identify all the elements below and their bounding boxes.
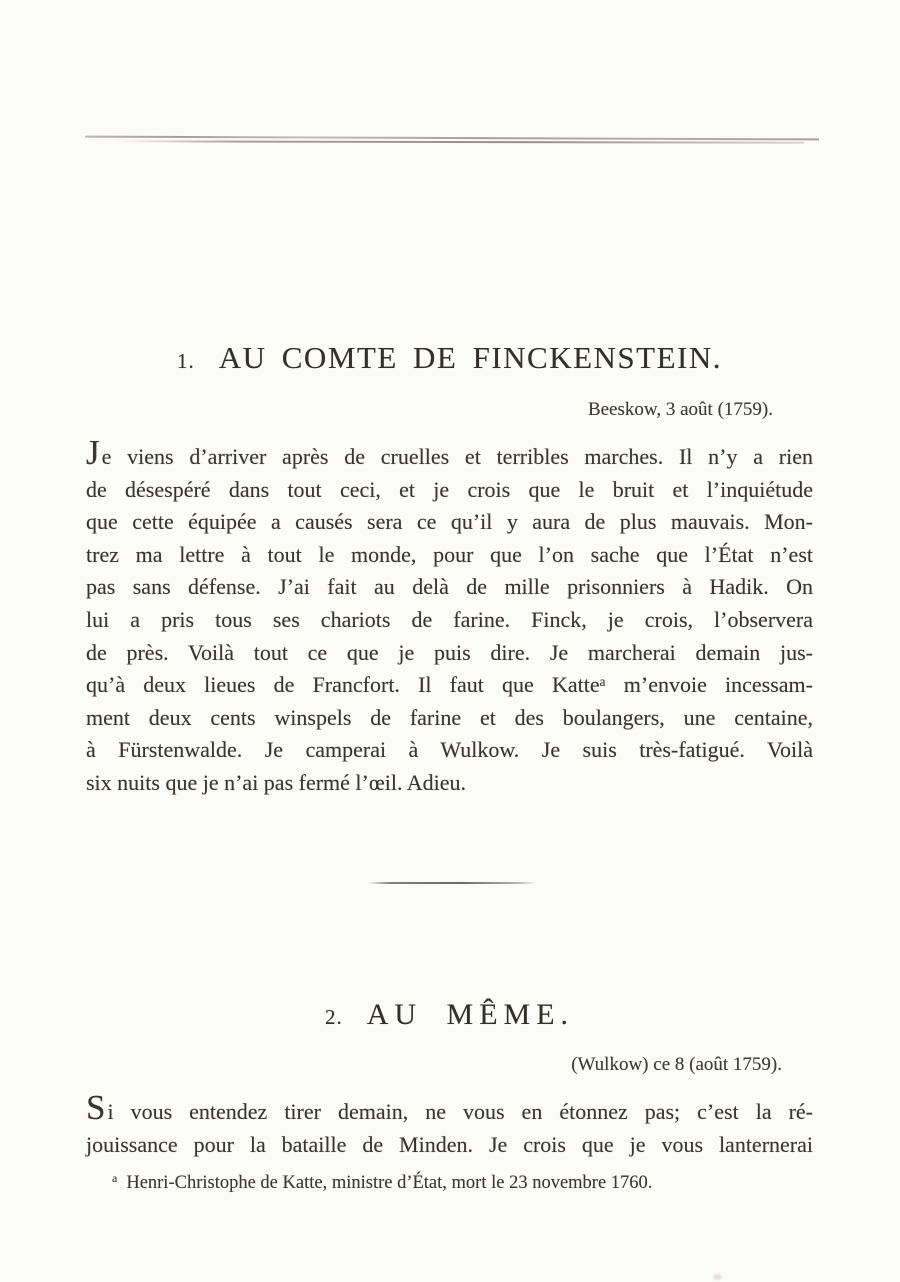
text-line: de désespéré dans tout ceci, et je crois que le bruit et l’inquiétude bbox=[86, 476, 813, 502]
scan-smudge bbox=[713, 1274, 722, 1280]
footnote bbox=[112, 1171, 772, 1194]
text-line: lui a pris tous ses chariots de farine. Finck, je crois, l’observera bbox=[86, 606, 813, 632]
text-line-content: i vous entendez tirer demain, ne vous en étonnez pas; c’est la ré- bbox=[107, 1099, 813, 1124]
drop-initial: S bbox=[86, 1088, 106, 1127]
header-rule-segment bbox=[114, 140, 804, 143]
letter-2-title: AU MÊME. bbox=[366, 998, 575, 1031]
letter-1-title: AU COMTE DE FINCKENSTEIN. bbox=[218, 340, 722, 375]
text-line: pas sans défense. J’ai fait au delà de mille prisonniers à Hadik. On bbox=[86, 574, 813, 600]
text-line: ment deux cents winspels de farine et des boulangers, une centaine, bbox=[86, 704, 813, 730]
header-rule bbox=[85, 134, 819, 146]
letter-1-body bbox=[86, 433, 813, 800]
letter-1-dateline: Beeskow, 3 août (1759). bbox=[587, 399, 773, 420]
drop-initial: J bbox=[86, 433, 100, 472]
text-line: que cette équipée a causés sera ce qu’il y aura de plus mauvais. Mon- bbox=[86, 509, 813, 535]
text-line bbox=[86, 1088, 813, 1128]
footnote-marker: a bbox=[112, 1171, 118, 1185]
letter-1-number: 1. bbox=[176, 349, 195, 373]
letter-2-heading bbox=[86, 992, 813, 1038]
footnote-text: Henri-Christophe de Katte, ministre d’État, mort le 23 novembre 1760. bbox=[126, 1173, 653, 1193]
text-line bbox=[86, 433, 813, 474]
text-line: trez ma lettre à tout le monde, pour que l’on sache que l’État n’est bbox=[86, 541, 813, 567]
text-line: six nuits que je n’ai pas fermé l’œil. Adieu. bbox=[86, 769, 467, 795]
text-line-content: e viens d’arriver après de cruelles et terribles marches. Il n’y a rien bbox=[101, 444, 813, 469]
text-line: qu’à deux lieues de Francfort. Il faut que Katteᵃ m’envoie incessam- bbox=[86, 672, 813, 698]
section-divider bbox=[367, 882, 537, 884]
letter-1-heading bbox=[86, 336, 813, 382]
letter-2-number: 2. bbox=[324, 1005, 343, 1029]
letter-2-dateline: (Wulkow) ce 8 (août 1759). bbox=[571, 1054, 782, 1075]
text-line: de près. Voilà tout ce que je puis dire. Je marcherai demain jus- bbox=[86, 639, 813, 665]
text-line: jouissance pour la bataille de Minden. Je crois que je vous lanternerai bbox=[86, 1132, 813, 1157]
letter-2-body bbox=[86, 1088, 813, 1161]
text-line: à Fürstenwalde. Je camperai à Wulkow. Je suis très-fatigué. Voilà bbox=[86, 737, 813, 763]
